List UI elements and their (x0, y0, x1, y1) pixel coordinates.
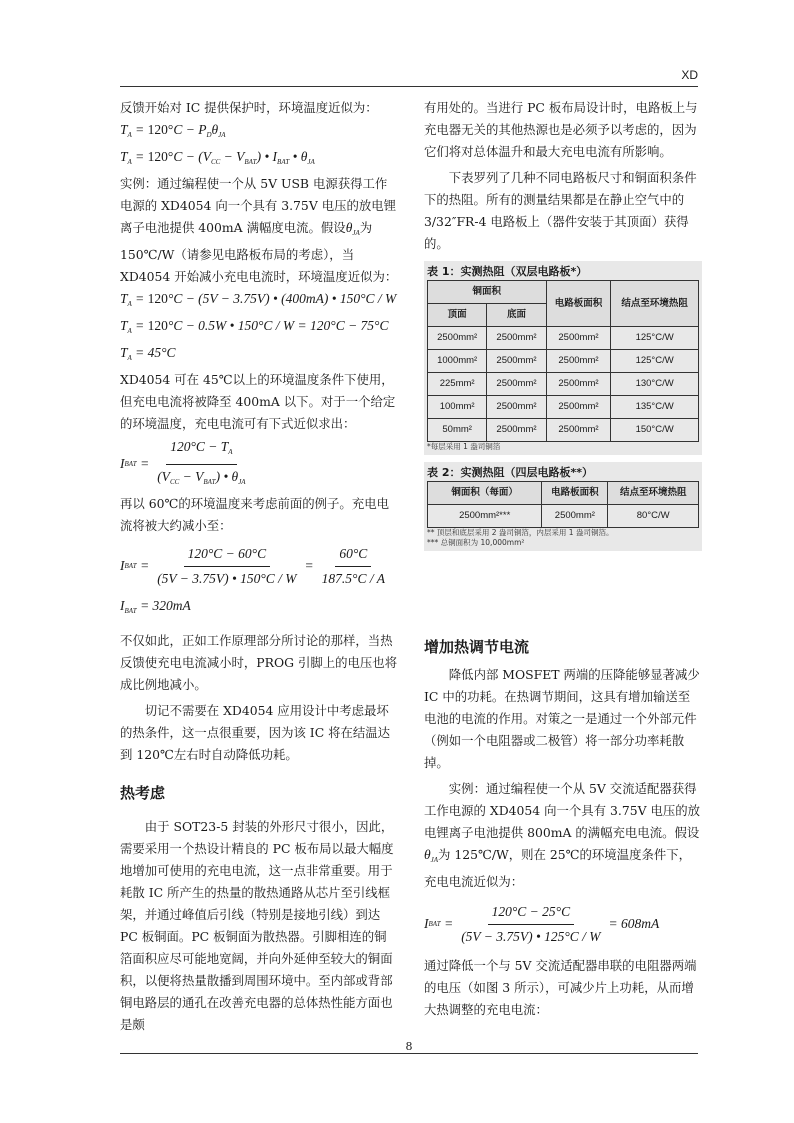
paragraph (120, 173, 398, 288)
footer-rule (120, 1053, 698, 1054)
table-cell: 2500mm² (546, 419, 611, 442)
table-header: 结点至环境热阻 (611, 281, 699, 327)
table-cell: 80°C/W (608, 505, 699, 528)
text: 为 125℃/W，则在 25℃的环境温度条件下，充电电流近似为： (424, 847, 692, 889)
table-cell: 125°C/W (611, 327, 699, 350)
table-cell: 2500mm² (487, 396, 546, 419)
table-header: 底面 (487, 304, 546, 327)
table-cell: 2500mm² (487, 327, 546, 350)
table-header: 电路板面积 (542, 482, 608, 505)
paragraph: XD4054 可在 45℃以上的环境温度条件下使用，但充电电流将被降至 400mA 以下。对于一个给定的环境温度，充电电流可有下式近似求出： (120, 372, 396, 431)
paragraph: 有用处的。当进行 PC 板布局设计时，电路板上与充电器无关的其他热源也是必须予以考虑的，因为它们将对总体温升和最大充电电流有所影响。 (424, 100, 698, 159)
fraction-numerator: 120°C − 25°C (488, 902, 574, 925)
table-1-note: *每层采用 1 盎司铜箔 (427, 442, 501, 451)
table-cell: 135°C/W (611, 396, 699, 419)
table-2 (427, 481, 699, 528)
table-cell: 1000mm² (428, 350, 487, 373)
table-cell: 50mm² (428, 419, 487, 442)
table-header: 顶面 (428, 304, 487, 327)
table-row (428, 396, 699, 419)
paragraph (424, 778, 702, 893)
equation-ta-5: $T_A = 45^\circ C$ (120, 345, 176, 362)
paragraph: 下表罗列了几种不同电路板尺寸和铜面积条件下的热阻。所有的测量结果都是在静止空气中的 3/32″FR-4 电路板上（器件安装于其顶面）获得的。 (424, 170, 697, 251)
fraction: $\frac{120^\circ C - 60^\circ C}{(5V - 3.75V) • 150^\circ C / W}$ (157, 545, 297, 586)
table-header: 铜面积 (428, 281, 547, 304)
fraction (457, 902, 604, 947)
fraction: $\frac{60^\circ C}{187.5^\circ C / A}$ (321, 545, 385, 586)
table-cell: 150°C/W (611, 419, 699, 442)
equation-ibat-adapter: I BAT = $\frac{120^\circ C - 25^\circ C}{(5V - 3.75V) • 125^\circ C / W}$ = 608mA (424, 893, 702, 955)
table-header: 铜面积（每面） (428, 482, 542, 505)
table-cell: 100mm² (428, 396, 487, 419)
table-2-note: *** 总铜面积为 10,000mm² (427, 538, 525, 547)
table-2-block (424, 462, 702, 551)
equation-ibat-formula: I BAT = $\frac{120^\circ C - T_A}{(V_{CC} - V_{BAT}) • \theta_{JA}}$ (120, 435, 398, 493)
table-cell: 2500mm²*** (428, 505, 542, 528)
equation-result: = 608mA (608, 916, 660, 931)
theta-ja-symbol: $\theta_{JA}$ (345, 220, 360, 237)
text: 实例：通过编程使一个从 5V 交流适配器获得工作电源的 XD4054 向一个具有 3.75V 电压的放电锂离子电池提供 800mA 的满幅充电电流。假设 (424, 781, 701, 840)
left-column (120, 97, 398, 1036)
table-cell: 2500mm² (546, 327, 611, 350)
table-row (428, 350, 699, 373)
paragraph: 通过降低一个与 5V 交流适配器串联的电阻器两端的电压（如图 3 所示），可减少片上功耗，从而增大热调整的充电电流： (424, 958, 697, 1017)
header-rule (120, 86, 698, 87)
right-column (424, 97, 702, 1021)
table-header: 电路板面积 (546, 281, 611, 327)
table-cell: 130°C/W (611, 373, 699, 396)
table-2-note: ** 顶层和底层采用 2 盎司铜箔，内层采用 1 盎司铜箔。 (427, 528, 614, 537)
table-1-title: 表 1：实测热阻（双层电路板*） (427, 265, 588, 278)
equation-ta-2: $T_A = 120^\circ C - (V_{CC} - V_{BAT})$ • $I_{BAT}$ • $\theta_{JA}$ (120, 149, 315, 166)
table-2-title: 表 2：实测热阻（四层电路板**） (427, 466, 593, 479)
table-1 (427, 280, 699, 442)
page-number: 8 (405, 1040, 413, 1053)
equation-ta-4: $T_A = 120^\circ C - 0.5W$ • 150°C / W = 120°C − 75°C (120, 318, 389, 335)
equation-ibat-result: $I_{BAT} = 320mA$ (120, 598, 191, 615)
text: 为 150℃/W（请参见电路板布局的考虑），当 XD4054 开始减小充电电流时，环境温度近似为： (120, 220, 398, 284)
table-row (428, 373, 699, 396)
paragraph: 再以 60℃的环境温度来考虑前面的例子。充电电流将被大约减小至： (120, 496, 389, 533)
table-cell: 2500mm² (428, 327, 487, 350)
fraction: $\frac{120^\circ C - T_A}{(V_{CC} - V_{BAT}) • \theta_{JA}}$ (157, 438, 246, 486)
theta-ja-symbol: $\theta_{JA}$ (424, 847, 439, 864)
paragraph: 切记不需要在 XD4054 应用设计中考虑最坏的热条件，这一点很重要，因为该 IC 将在结温达到 120℃左右时自动降低功耗。 (120, 703, 391, 762)
section-heading-thermal: 热考虑 (120, 784, 166, 802)
equation-ta-1: $T_A = 120^\circ C - P_D\theta_{JA}$ (120, 122, 226, 139)
text: 实例：通过编程使一个从 5V USB 电源获得工作电源的 XD4054 向一个具有 3.75V 电压的放电锂离子电池提供 400mA 满幅度电流。假设 (120, 176, 397, 235)
table-cell: 2500mm² (487, 419, 546, 442)
table-cell: 2500mm² (546, 350, 611, 373)
table-cell: 125°C/W (611, 350, 699, 373)
table-header: 结点至环境热阻 (608, 482, 699, 505)
table-cell: 2500mm² (546, 396, 611, 419)
paragraph: 反馈开始对 IC 提供保护时，环境温度近似为： (120, 100, 378, 115)
header-brand: XD (681, 68, 698, 82)
table-cell: 2500mm² (546, 373, 611, 396)
equation-ibat-example: I BAT = $\frac{120^\circ C - 60^\circ C}{(5V - 3.75V) • 150^\circ C / W}$ = $\frac{60^\circ C}{187.5^\circ C / A}$ (120, 537, 398, 595)
table-1-block (424, 261, 702, 455)
paragraph: 由于 SOT23-5 封装的外形尺寸很小，因此，需要采用一个热设计精良的 PC 板布局以最大幅度地增加可使用的充电电流，这一点非常重要。用于耗散 IC 所产生的热量的散热通路从芯片至引线框架，并通过峰值后引线（特别是接地引线）到达 PC 板铜面。PC 板铜面为散热器。引脚相连的铜箔面积应尽可能地宽阔，并向外延伸至较大的铜面积，以便将热量散播到周围环境中。至内部或背部铜电路层的通孔在改善充电器的总体热性能方面也是颇 (120, 819, 394, 1032)
table-cell: 2500mm² (487, 350, 546, 373)
table-cell: 2500mm² (487, 373, 546, 396)
table-row (428, 419, 699, 442)
paragraph: 降低内部 MOSFET 两端的压降能够显著减少 IC 中的功耗。在热调节期间，这具有增加输送至电池的电流的作用。对策之一是通过一个外部元件（例如一个电阻器或二极管）将一部分功率耗散掉。 (424, 667, 700, 770)
paragraph: 不仅如此，正如工作原理部分所讨论的那样，当热反馈使充电电流减小时，PROG 引脚上的电压也将成比例地减小。 (120, 633, 398, 692)
table-cell: 2500mm² (542, 505, 608, 528)
fraction-denominator: (5V − 3.75V) • 125°C / W (461, 928, 601, 944)
section-heading-increase-current: 增加热调节电流 (424, 638, 530, 656)
table-cell: 225mm² (428, 373, 487, 396)
equation-ta-3: $T_A = 120^\circ C - (5V - 3.75V)$ • (400mA) • 150°C / W (120, 291, 397, 308)
table-row (428, 505, 699, 528)
table-row (428, 327, 699, 350)
